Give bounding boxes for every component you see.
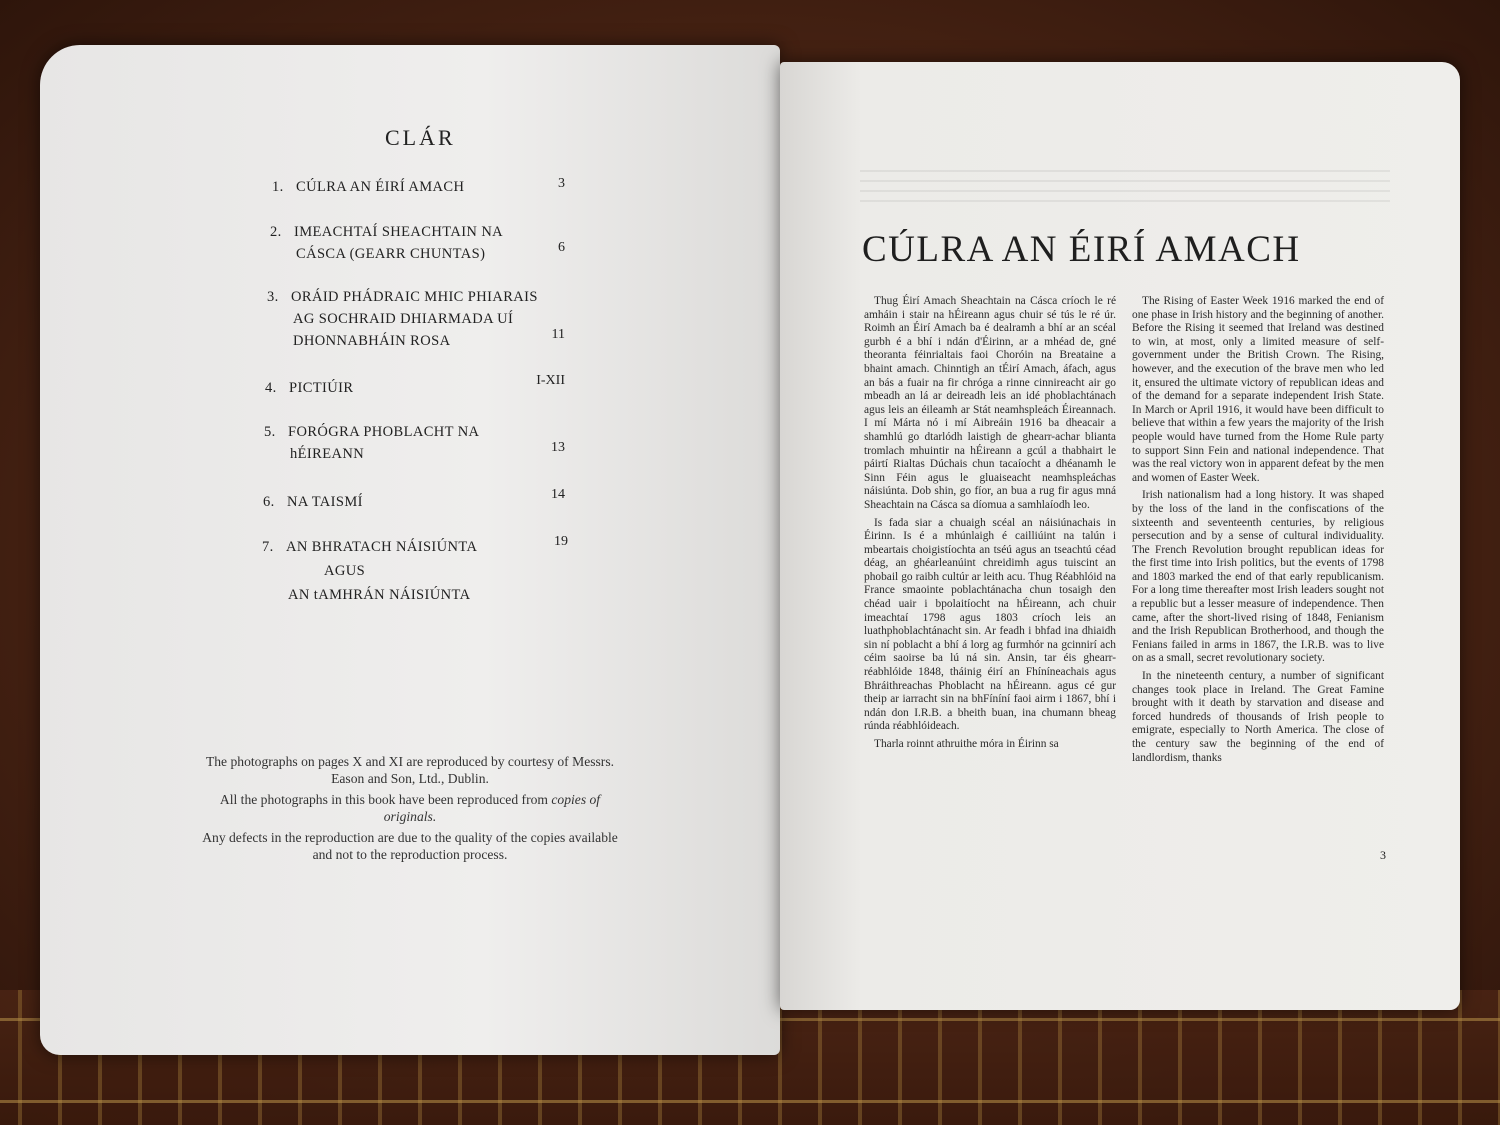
paragraph: Is fada siar a chuaigh scéal an náisiúnachais in Éirinn. Is é a mhúnlaigh é cailliúint na talún i mbeartais choigistíochta an tséú agus an tseachtú céad déag, an ghéarleanúint chreidimh agus tuiscint an phobail go raibh cultúr ar leith acu. Thug Réabhlóid na France smaointe poblachtánacha chun tosaigh den chéad uair i bpolaitíocht na hÉireann, ach chuir imeachtaí 1798 agus 1803 críoch leis an luathphoblachtánacht sin. Ar feadh i bhfad ina dhiaidh sin ní poblacht a bhí á lorg ag furmhór na gcinnirí ach céim saoirse ba lú ná sin. Ansin, tar éis ghearr-réabhlóide 1848, tháinig éirí an Fhíníneachais agus Bhráithreachas Phoblacht na hÉireann. agus cé gur theip ar iarracht sin na bhFíníní faoi airm i 1867, bhí i ndán don I.R.B. a bheith buan, ina chumann bheag rúnda réabhlóideach. — [864, 516, 1116, 733]
paragraph: Tharla roinnt athruithe móra in Éirinn sa — [874, 738, 1059, 750]
paragraph: The Rising of Easter Week 1916 marked the end of one phase in Irish history and the beginning of another. Before the Rising it seemed that Ireland was destined to win, at most, only a limited measure of self-government under the British Crown. The Rising, however, and the execution of the brave men who led it, ensured the ultimate victory of republican ideas and of the demand for a separate independent Irish State. In March or April 1916, it would have been difficult to believe that within a few years the majority of the Irish people would have turned from the Home Rule party to support Sinn Fein and national independence. That was the real victory won in apparent defeat by the men and women of Easter Week. — [1132, 295, 1384, 484]
toc-item-title-cont: AGUS — [324, 563, 366, 579]
toc-item-number: 5. — [264, 424, 276, 440]
credit-line: All the photographs in this book have been reproduced from — [219, 792, 548, 807]
toc-item-title-cont: AG SOCHRAID DHIARMADA UÍ — [293, 311, 514, 327]
toc-item-page: 14 — [551, 487, 565, 502]
paragraph: Thug Éirí Amach Sheachtain na Cásca críoch le ré amháin i stair na hÉireann agus chuir sé tús le ré úr. Roimh an Éirí Amach ba é dealramh a bhí ar an scéal gurbh é a bhí i ndán d'Éirinn, ar a mhéad de, gné theoranta féinrialtais faoi Choróin na Breataine a bhaint amach. Chinntigh an tÉirí Amach, áfach, agus an bás a fuair na fir chróga a rinne cinnireacht air go mbeadh an lá ar deireadh leis an idé phoblachtánach agus leis an éileamh ar Stát neamhspleách Éireannach. I mí Márta nó i mí Aibreáin 1916 ba dheacair a shamhlú go dtarlódh laistigh de ghearr-achar blianta tromlach mhuintir na hÉireann a gcúl a thabhairt le páirtí Rialtas Dúchais chun tacaíocht a dhéanamh le Sinn Féin agus le gluaiseacht neamhspleáchas náisiúnta. Dob shin, go fíor, an bua a rug fir agus mná Sheachtain na Cásca sa díomua a samhlaíodh leo. — [864, 295, 1116, 511]
toc-item[interactable] — [262, 535, 477, 607]
toc-item-title: FORÓGRA PHOBLACHT NA — [288, 424, 480, 440]
toc-item-page: 6 — [558, 240, 565, 255]
toc-item-title-cont: DHONNABHÁIN ROSA — [293, 333, 451, 349]
toc-item[interactable] — [264, 421, 479, 465]
page-number: 3 — [1380, 848, 1386, 862]
toc-item[interactable] — [272, 176, 464, 198]
toc-item-page: I-XII — [536, 373, 565, 388]
credit-line: Any defects in the reproduction are due to the quality of the copies available and not to the reproduction process. — [202, 830, 618, 862]
photo-credits — [200, 753, 620, 867]
toc-item[interactable] — [263, 491, 363, 513]
toc-item-title: AN BHRATACH NÁISIÚNTA — [286, 539, 478, 555]
toc-item-title: IMEACHTAÍ SHEACHTAIN NA — [294, 224, 504, 240]
toc-item-page: 13 — [551, 440, 565, 455]
toc-item-page: 3 — [558, 176, 565, 191]
toc-item-title: NA TAISMÍ — [287, 494, 363, 510]
toc-item-number: 1. — [272, 179, 284, 195]
toc-item[interactable] — [270, 221, 503, 265]
paragraph: In the nineteenth century, a number of significant changes took place in Ireland. The Great Famine brought with it death by starvation and disease and forced hundreds of thousands of Irish people to emigrate, especially to North America. The close of the century saw the beginning of the end of landlordism, thanks — [1132, 670, 1384, 764]
toc-item-title-cont: AN tAMHRÁN NÁISIÚNTA — [288, 587, 471, 603]
paragraph: Irish nationalism had a long history. It was shaped by the loss of the land in the confiscations of the sixteenth and seventeenth centuries, by religious persecution and by a sense of cultural individuality. The French Revolution brought republican ideas for the first time into Irish politics, but the events of 1798 and 1803 marked the end of that early republicanism. For a long time thereafter most Irish leaders sought not a republic but a lesser measure of independence. Then came, after the short-lived rising of 1848, Fenianism and the Irish Republican Brotherhood, and though the Fenians failed in arms in 1867, the I.R.B. was to live on as a small, secret revolutionary society. — [1132, 489, 1384, 665]
toc-item-number: 3. — [267, 289, 279, 305]
irish-column — [864, 295, 1116, 756]
show-through-text — [860, 170, 1390, 210]
credit-line-italic: copies of originals. — [383, 792, 601, 824]
toc-item-title: PICTIÚIR — [289, 380, 354, 396]
toc-item-number: 4. — [265, 380, 277, 396]
toc-item-number: 2. — [270, 224, 282, 240]
toc-item-page: 19 — [554, 534, 568, 549]
english-column — [1132, 295, 1384, 769]
page-title: CÚLRA AN ÉIRÍ AMACH — [862, 229, 1301, 270]
toc-item-number: 7. — [262, 539, 274, 555]
toc-item-number: 6. — [263, 494, 275, 510]
toc-title: CLÁR — [385, 125, 456, 150]
toc-item-title-cont: hÉIREANN — [290, 446, 365, 462]
credit-line: The photographs on pages X and XI are reproduced by courtesy of Messrs. Eason and Son, Ltd., Dublin. — [205, 754, 615, 786]
toc-item-page: 11 — [551, 327, 565, 342]
toc-item[interactable] — [265, 377, 353, 399]
toc-item-title-cont: CÁSCA (GEARR CHUNTAS) — [296, 246, 486, 262]
toc-item[interactable] — [267, 286, 538, 352]
tooling-rule-bottom — [0, 1100, 1500, 1103]
toc-item-title: ORÁID PHÁDRAIC MHIC PHIARAIS — [291, 289, 538, 305]
toc-item-title: CÚLRA AN ÉIRÍ AMACH — [296, 179, 465, 195]
